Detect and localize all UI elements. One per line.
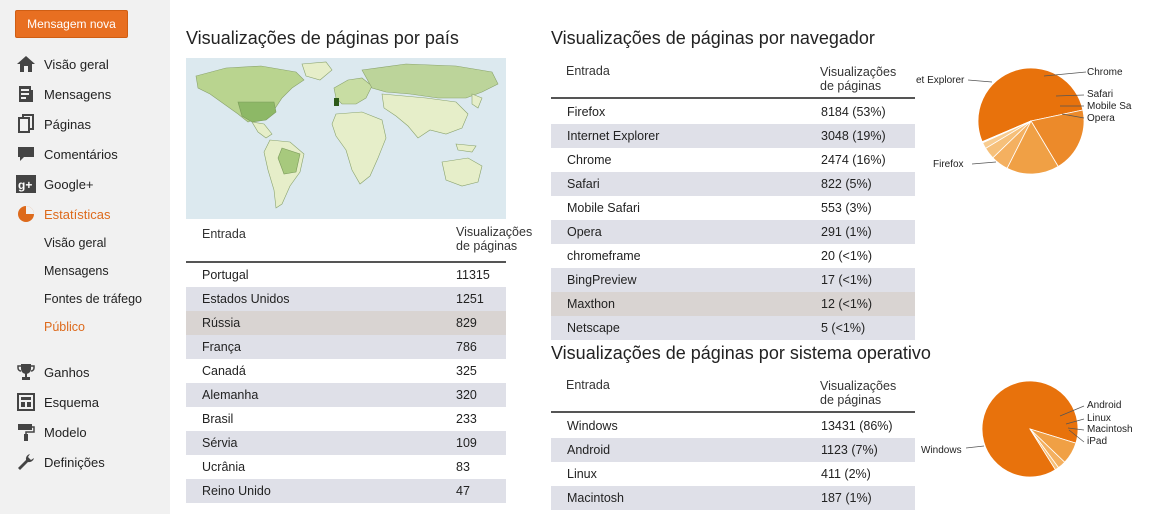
table-row <box>551 148 915 172</box>
stats-sub-overview[interactable]: Visão geral <box>44 236 107 250</box>
country-row-value: 11315 <box>456 268 490 282</box>
table-row <box>186 431 506 455</box>
table-row <box>551 172 915 196</box>
os-row-value: 13431 (86%) <box>821 419 893 433</box>
browser-row-name[interactable]: Safari <box>567 177 600 191</box>
os-row-value: 1123 (7%) <box>821 443 878 457</box>
stats-sub-traffic-sources[interactable]: Fontes de tráfego <box>44 292 142 306</box>
os-pie-label-macintosh: Macintosh <box>1087 424 1133 435</box>
country-row-name[interactable]: Ucrânia <box>202 460 246 474</box>
os-row-name[interactable]: Android <box>567 443 611 457</box>
comments-icon <box>16 144 36 164</box>
browser-section-title: Visualizações de páginas por navegador <box>551 28 875 48</box>
browser-row-value: 8184 (53%) <box>821 105 886 119</box>
table-row <box>551 268 915 292</box>
os-col-entry[interactable]: Entrada <box>566 378 610 392</box>
country-row-name[interactable]: Alemanha <box>202 388 259 402</box>
sidebar <box>0 0 170 514</box>
browser-pie-label-firefox: Firefox <box>933 159 964 170</box>
posts-icon <box>16 84 36 104</box>
world-map <box>186 58 506 219</box>
stats-icon <box>16 204 36 224</box>
browser-row-name[interactable]: Opera <box>567 225 602 239</box>
table-row <box>551 220 915 244</box>
table-row <box>186 335 506 359</box>
pages-icon <box>16 114 36 134</box>
browser-row-name[interactable]: Internet Explorer <box>567 129 660 143</box>
country-row-value: 1251 <box>456 292 484 306</box>
browser-row-value: 553 (3%) <box>821 201 872 215</box>
os-section-title: Visualizações de páginas por sistema operativo <box>551 343 931 363</box>
browser-row-name[interactable]: BingPreview <box>567 273 637 287</box>
country-table <box>186 219 533 503</box>
home-icon <box>16 54 36 74</box>
country-row-name[interactable]: Canadá <box>202 364 246 378</box>
country-row-value: 786 <box>456 340 477 354</box>
browser-row-value: 822 (5%) <box>821 177 872 191</box>
country-row-name[interactable]: Portugal <box>202 268 249 282</box>
table-row <box>551 414 915 438</box>
os-row-name[interactable]: Macintosh <box>567 491 624 505</box>
country-row-value: 47 <box>456 484 470 498</box>
sidebar-item-stats[interactable]: Estatísticas <box>0 199 170 229</box>
browser-row-name[interactable]: Firefox <box>567 105 606 119</box>
os-pie-label-windows: Windows <box>921 445 962 456</box>
sidebar-item-comments[interactable]: Comentários <box>0 139 170 169</box>
table-row <box>551 100 915 124</box>
sidebar-item-earnings[interactable]: Ganhos <box>0 357 170 387</box>
browser-table <box>551 57 915 340</box>
table-row <box>186 455 506 479</box>
new-post-button[interactable]: Mensagem nova <box>15 10 128 38</box>
browser-pie-label-ie: et Explorer <box>916 75 965 86</box>
country-row-name[interactable]: Estados Unidos <box>202 292 290 306</box>
table-row <box>551 316 915 340</box>
browser-row-name[interactable]: Chrome <box>567 153 612 167</box>
sidebar-item-posts[interactable]: Mensagens <box>0 79 170 109</box>
browser-pie-label-safari: Safari <box>1087 89 1114 100</box>
os-pie-label-linux: Linux <box>1087 413 1111 424</box>
browser-row-value: 5 (<1%) <box>821 321 866 335</box>
table-row <box>551 292 915 316</box>
svg-text:g+: g+ <box>18 178 33 192</box>
browser-row-value: 12 (<1%) <box>821 297 873 311</box>
browser-row-value: 2474 (16%) <box>821 153 886 167</box>
country-row-value: 233 <box>456 412 477 426</box>
table-row <box>186 479 506 503</box>
country-row-value: 320 <box>456 388 477 402</box>
country-col-entry[interactable]: Entrada <box>202 227 246 241</box>
os-pie-label-ipad: iPad <box>1087 436 1108 447</box>
country-row-name[interactable]: França <box>202 340 241 354</box>
browser-row-value: 20 (<1%) <box>821 249 873 263</box>
wrench-icon <box>16 452 36 472</box>
browser-col-views[interactable]: Visualizações de páginas <box>820 65 897 93</box>
table-row <box>551 486 915 510</box>
table-row <box>551 462 915 486</box>
stats-sub-posts[interactable]: Mensagens <box>44 264 109 278</box>
country-section-title: Visualizações de páginas por país <box>186 28 459 48</box>
browser-pie-label-opera: Opera <box>1087 113 1115 124</box>
browser-row-name[interactable]: chromeframe <box>567 249 641 263</box>
table-row <box>551 196 915 220</box>
paint-roller-icon <box>16 422 36 442</box>
browser-row-value: 291 (1%) <box>821 225 872 239</box>
os-row-name[interactable]: Linux <box>567 467 597 481</box>
sidebar-item-layout[interactable]: Esquema <box>0 387 170 417</box>
os-col-views[interactable]: Visualizações de páginas <box>820 379 897 407</box>
os-row-value: 187 (1%) <box>821 491 872 505</box>
os-table-header <box>551 371 915 413</box>
country-row-name[interactable]: Rússia <box>202 316 241 330</box>
os-pie-label-android: Android <box>1087 400 1122 411</box>
country-col-views[interactable]: Visualizações de páginas <box>456 225 533 253</box>
table-row <box>551 124 915 148</box>
sidebar-item-overview[interactable]: Visão geral <box>0 49 170 79</box>
table-row <box>186 263 506 287</box>
table-row <box>186 359 506 383</box>
browser-row-name[interactable]: Mobile Safari <box>567 201 640 215</box>
sidebar-item-template[interactable]: Modelo <box>0 417 170 447</box>
sidebar-item-pages[interactable]: Páginas <box>0 109 170 139</box>
os-row-name[interactable]: Windows <box>567 419 618 433</box>
google-plus-icon <box>16 174 36 194</box>
table-row <box>186 287 506 311</box>
country-row-value: 109 <box>456 436 477 450</box>
layout-icon <box>16 392 36 412</box>
country-row-value: 325 <box>456 364 477 378</box>
country-row-name[interactable]: Sérvia <box>202 436 238 450</box>
browser-row-value: 17 (<1%) <box>821 273 873 287</box>
stats-sub-audience[interactable]: Público <box>44 320 85 334</box>
browser-pie-label-mobile-safari: Mobile Sa <box>1087 101 1132 112</box>
table-row <box>186 407 506 431</box>
os-table <box>551 371 915 510</box>
browser-row-name[interactable]: Maxthon <box>567 297 615 311</box>
table-row <box>551 244 915 268</box>
browser-row-value: 3048 (19%) <box>821 129 886 143</box>
table-row <box>186 311 506 335</box>
country-row-name[interactable]: Brasil <box>202 412 234 426</box>
country-row-value: 829 <box>456 316 477 330</box>
sidebar-item-google-plus[interactable]: g+ Google+ <box>0 169 170 199</box>
country-table-header <box>186 219 533 263</box>
browser-row-name[interactable]: Netscape <box>567 321 620 335</box>
trophy-icon <box>16 362 36 382</box>
browser-col-entry[interactable]: Entrada <box>566 64 610 78</box>
table-row <box>551 438 915 462</box>
country-row-value: 83 <box>456 460 470 474</box>
table-row <box>186 383 506 407</box>
country-row-name[interactable]: Reino Unido <box>202 484 271 498</box>
sidebar-item-settings[interactable]: Definições <box>0 447 170 477</box>
browser-pie-label-chrome: Chrome <box>1087 67 1123 78</box>
browser-table-header <box>551 57 915 99</box>
os-row-value: 411 (2%) <box>821 467 871 481</box>
